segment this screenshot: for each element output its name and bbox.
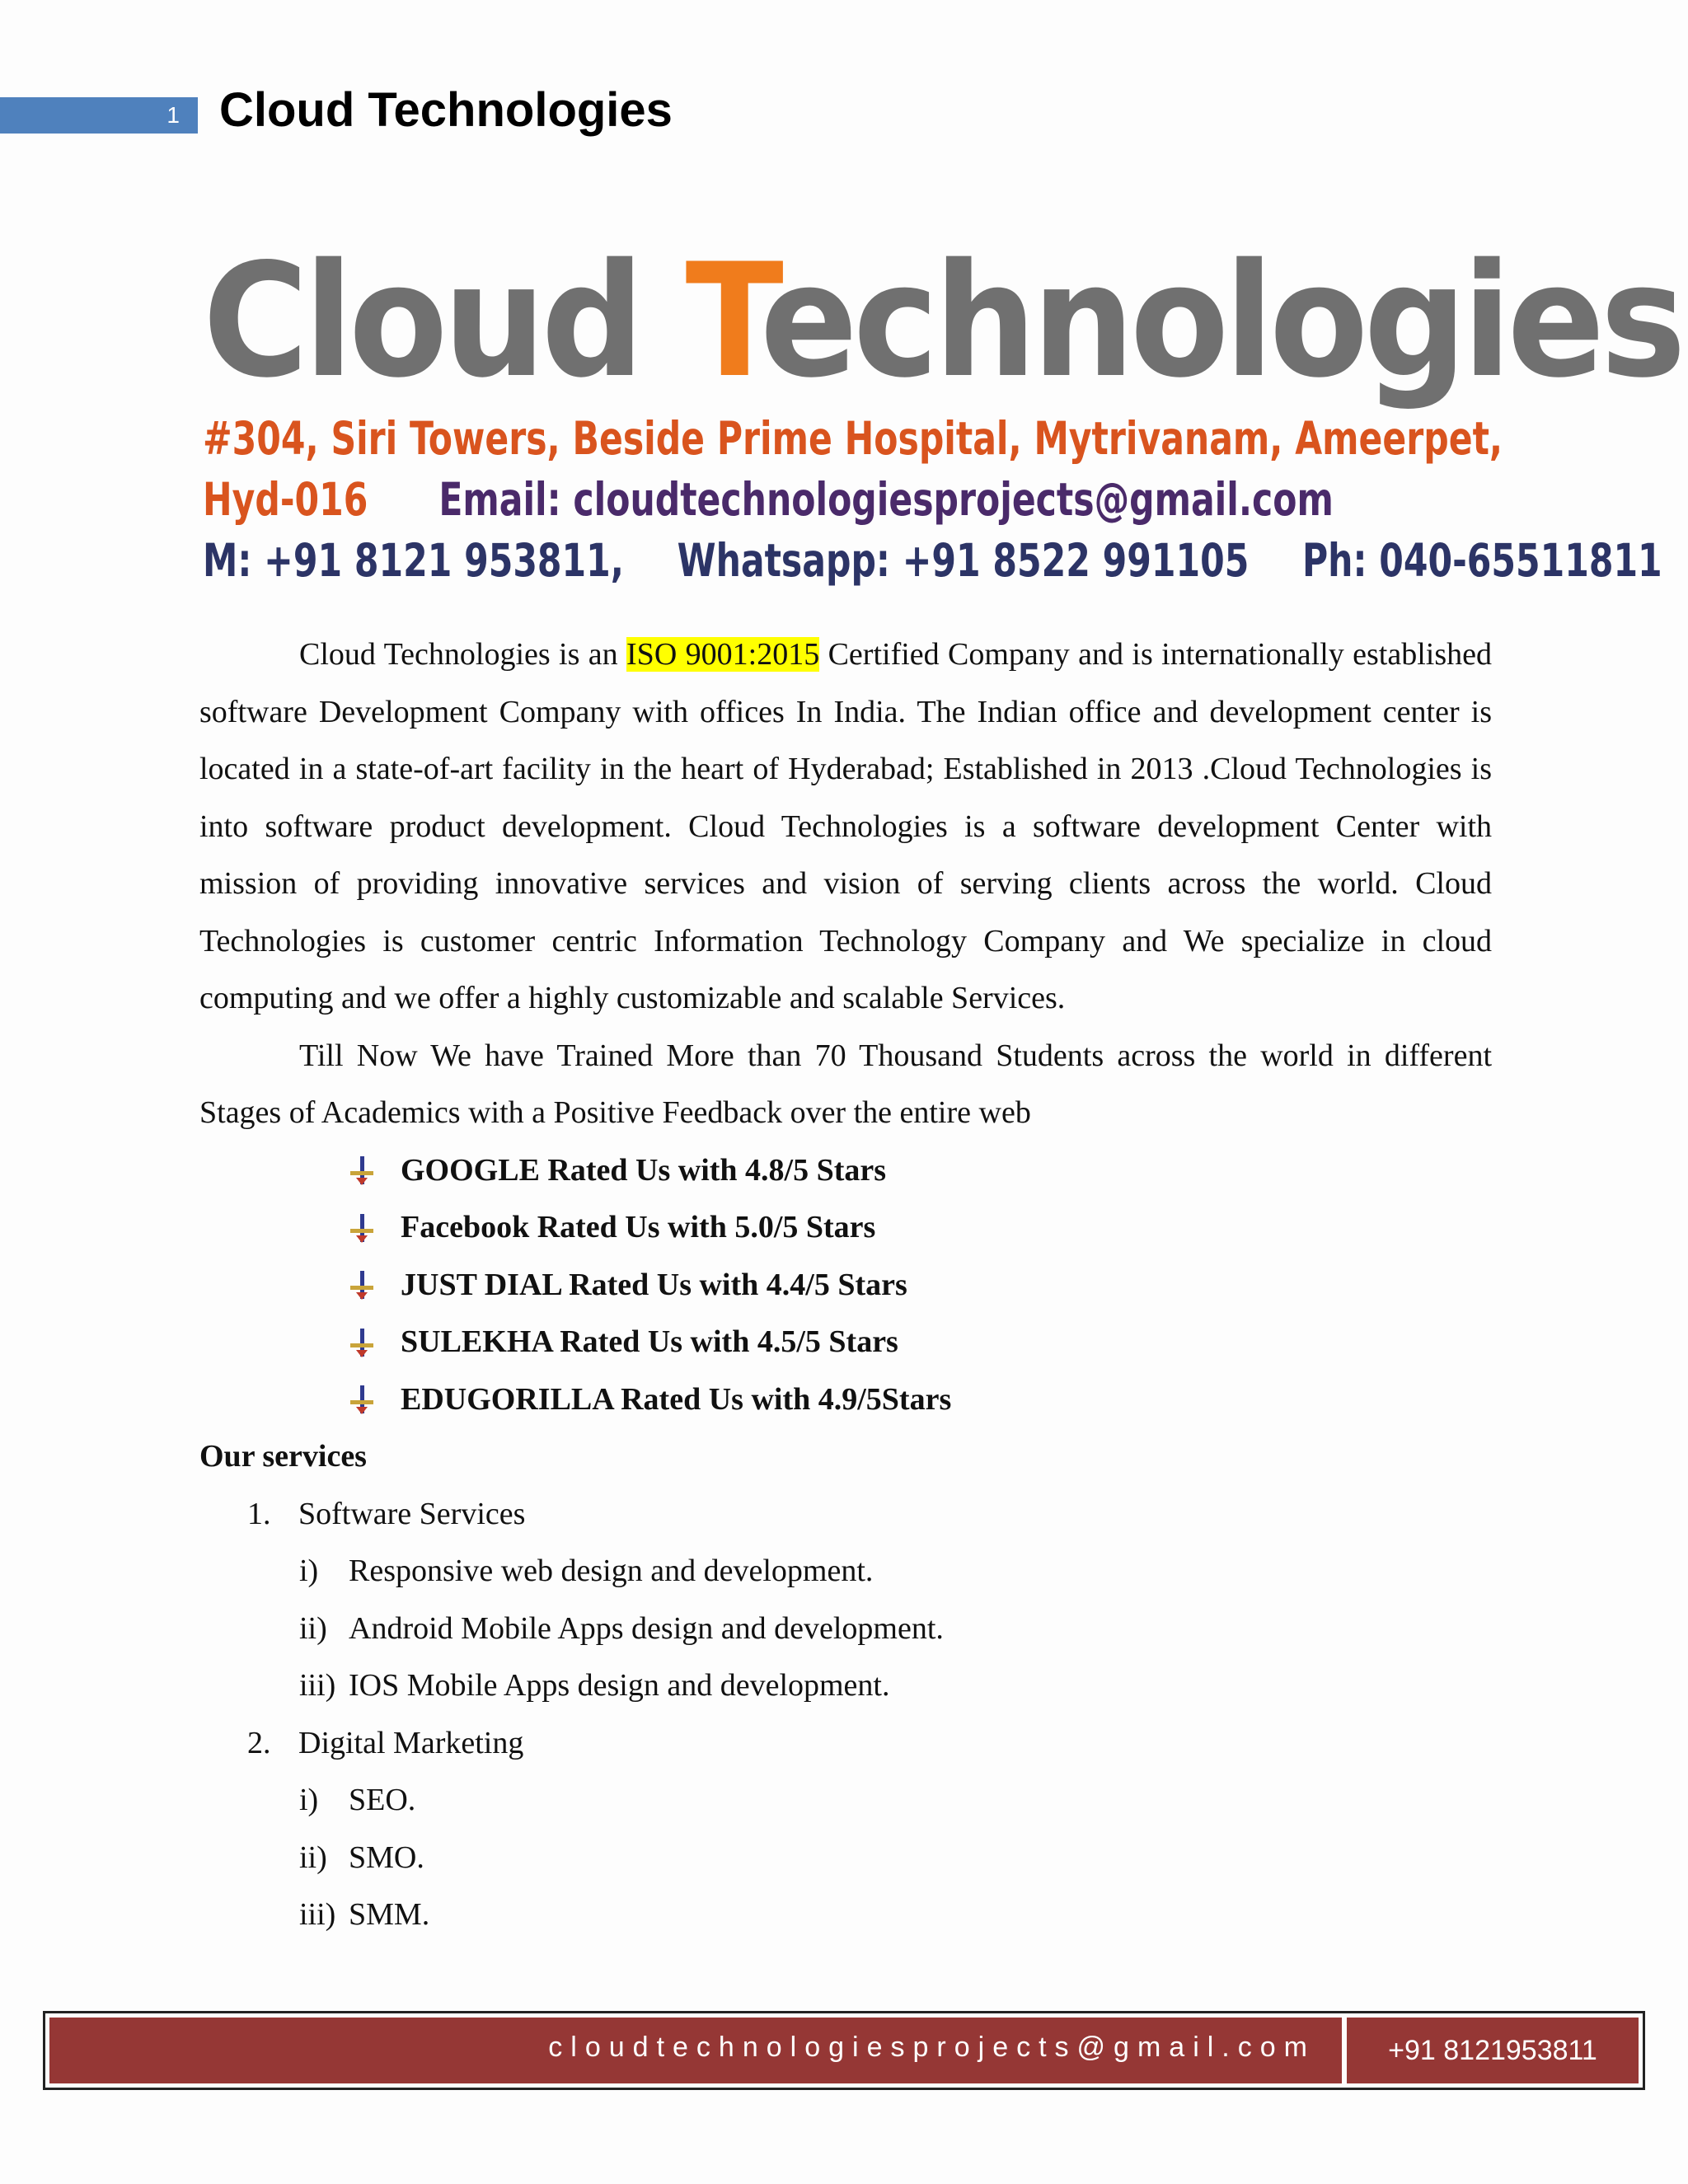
list-item: JUST DIAL Rated Us with 4.4/5 Stars xyxy=(346,1257,1492,1315)
logo-phones xyxy=(203,530,1662,591)
service-item: ii) Android Mobile Apps design and development. xyxy=(299,1610,944,1646)
arrow-bullet-icon xyxy=(346,1155,377,1186)
service-item: ii) SMO. xyxy=(299,1840,424,1875)
list-item: SULEKHA Rated Us with 4.5/5 Stars xyxy=(346,1314,1492,1371)
list-item: EDUGORILLA Rated Us with 4.9/5Stars xyxy=(346,1371,1492,1429)
ratings-list xyxy=(346,1142,1492,1429)
page-title: Cloud Technologies xyxy=(219,83,673,137)
logo-email: Email: cloudtechnologiesprojects@gmail.com xyxy=(438,473,1334,526)
logo-whatsapp: Whatsapp: +91 8522 991105 xyxy=(677,534,1250,587)
trained-paragraph: Till Now We have Trained More than 70 Thousand Students across the world in different Stages of Academics with a Positive Feedback over the entire web xyxy=(199,1038,1492,1130)
logo-wordmark: Cloud Technologies xyxy=(203,230,1682,412)
logo-contact-line xyxy=(203,469,1334,530)
logo-city: Hyd-016 xyxy=(203,473,368,526)
footer-phone: +91 8121953811 xyxy=(1347,2018,1639,2083)
list-item: GOOGLE Rated Us with 4.8/5 Stars xyxy=(346,1142,1492,1200)
services-heading: Our services xyxy=(199,1439,367,1474)
company-logo xyxy=(203,230,1682,591)
arrow-bullet-icon xyxy=(346,1384,377,1415)
footer-email: cloudtechnologiesprojects@gmail.com xyxy=(49,2018,1342,2083)
arrow-bullet-icon xyxy=(346,1212,377,1244)
document-body xyxy=(199,626,1492,1944)
service-item: i) Responsive web design and development. xyxy=(299,1554,874,1588)
logo-address: #304, Siri Towers, Beside Prime Hospital, Mytrivanam, Ameerpet, xyxy=(203,412,1503,465)
page-number: 1 xyxy=(0,97,198,134)
logo-office-phone: Ph: 040-65511811 xyxy=(1301,534,1662,587)
service-item: iii) IOS Mobile Apps design and development. xyxy=(299,1668,890,1703)
iso-highlight: ISO 9001:2015 xyxy=(626,637,820,672)
arrow-bullet-icon xyxy=(346,1327,377,1358)
service-group: 2. Digital Marketing xyxy=(247,1725,524,1760)
logo-mobile: M: +91 8121 953811, xyxy=(203,534,624,587)
list-item: Facebook Rated Us with 5.0/5 Stars xyxy=(346,1199,1492,1257)
service-item: i) SEO. xyxy=(299,1783,416,1817)
service-group: 1. Software Services xyxy=(247,1496,526,1531)
page-footer xyxy=(43,2011,1645,2090)
arrow-bullet-icon xyxy=(346,1269,377,1301)
intro-paragraph: Cloud Technologies is an ISO 9001:2015 Certified Company and is internationally established software Development Company with offices In India. The Indian office and development center is located in a state-of-art facility in the heart of Hyderabad; Established in 2013 .Cloud Technologies is into software product development. Cloud Technologies is a software development Center with mission of providing innovative services and vision of serving clients across the world. Cloud Technologies is customer centric Information Technology Company and We specialize in cloud computing and we offer a highly customizable and scalable Services. xyxy=(199,637,1492,1015)
service-item: iii) SMM. xyxy=(299,1897,430,1932)
